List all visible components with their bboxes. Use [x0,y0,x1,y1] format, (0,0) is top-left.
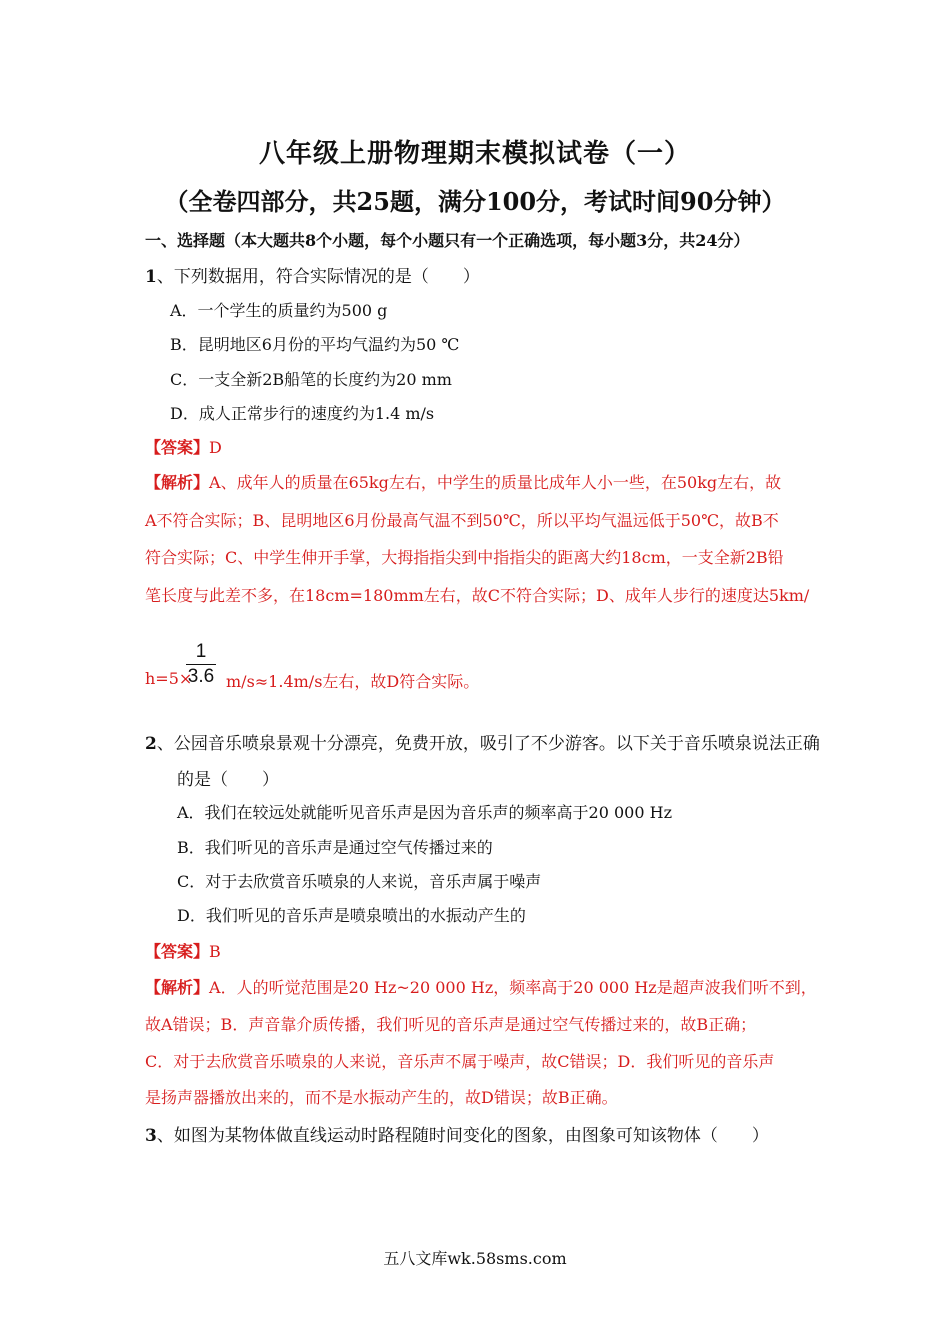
question-1 [145,262,480,287]
q2-analysis-line-3: C．对于去欣赏音乐喷泉的人来说，音乐声不属于噪声，故C错误；D．我们听见的音乐声 [145,1052,775,1071]
answer-tag: 【答案】 [145,942,210,961]
q1-analysis-line-2: A不符合实际；B、昆明地区6月份最高气温不到50℃，所以平均气温远低于50℃，故B不 [145,511,779,530]
analysis-tag: 【解析】 [145,978,210,997]
question-2 [145,729,820,754]
answer-tag: 【答案】 [145,438,210,457]
analysis-text: A、成年人的质量在65kg左右，中学生的质量比成年人小一些，在50kg左右，故 [209,473,782,492]
q2-analysis-line-4: 是扬声器播放出来的，而不是水振动产生的，故D错误；故B正确。 [145,1088,618,1107]
q1-answer [145,435,222,458]
answer-value: B [209,942,221,961]
exam-subtitle: （全卷四部分，共25题，满分100分，考试时间90分钟） [164,187,786,216]
q2-answer [145,939,221,962]
answer-value: D [209,438,222,457]
question-number: 3 [145,1126,157,1146]
q2-option-a: A．我们在较远处就能听见音乐声是因为音乐声的频率高于20 000 Hz [177,803,673,822]
q2-option-c: C．对于去欣赏音乐喷泉的人来说，音乐声属于噪声 [177,872,542,891]
question-stem: 、公园音乐喷泉景观十分漂亮，免费开放，吸引了不少游客。以下关于音乐喷泉说法正确 [156,734,820,754]
q1-formula-prefix: h=5× [145,669,193,688]
q2-analysis-line-2: 故A错误；B．声音靠介质传播，我们听见的音乐声是通过空气传播过来的，故B正确； [145,1015,757,1034]
exam-title: 八年级上册物理期末模拟试卷（一） [258,139,691,169]
q1-option-c: C．一支全新2B船笔的长度约为20 mm [170,370,452,389]
question-stem: 、下列数据用，符合实际情况的是（ ） [156,267,480,287]
page-footer: 五八文库wk.58sms.com [383,1249,567,1268]
q2-option-d: D．我们听见的音乐声是喷泉喷出的水振动产生的 [177,906,526,925]
fraction-bar [186,664,216,665]
analysis-tag: 【解析】 [145,473,210,492]
section-heading: 一、选择题（本大题共8个小题，每个小题只有一个正确选项，每小题3分，共24分） [145,231,750,250]
q1-analysis-line-3: 符合实际；C、中学生伸开手掌，大拇指指尖到中指指尖的距离大约18cm，一支全新2B铅 [145,548,784,567]
q1-formula-suffix: m/s≈1.4m/s左右，故D符合实际。 [226,672,480,691]
analysis-text: A．人的听觉范围是20 Hz~20 000 Hz，频率高于20 000 Hz是超声波我们听不到， [209,978,817,997]
q1-analysis-line-4: 笔长度与此差不多，在18cm=180mm左右，故C不符合实际；D、成年人步行的速度达5km/ [145,586,810,605]
q1-analysis-line-1 [145,470,781,493]
question-number: 1 [145,267,157,287]
q2-analysis-line-1 [145,975,817,998]
question-stem: 、如图为某物体做直线运动时路程随时间变化的图象，由图象可知该物体（ ） [156,1126,769,1146]
q1-option-b: B．昆明地区6月份的平均气温约为50 ℃ [170,335,460,354]
q1-option-a: A．一个学生的质量约为500 g [170,301,388,320]
question-3 [145,1121,769,1146]
question-2-stem-cont: 的是（ ） [177,770,279,790]
q1-option-d: D．成人正常步行的速度约为1.4 m/s [170,404,435,423]
q2-option-b: B．我们听见的音乐声是通过空气传播过来的 [177,838,493,857]
fraction-numerator: 1 [195,641,207,662]
fraction-denominator: 3.6 [187,666,215,687]
question-number: 2 [145,734,157,754]
